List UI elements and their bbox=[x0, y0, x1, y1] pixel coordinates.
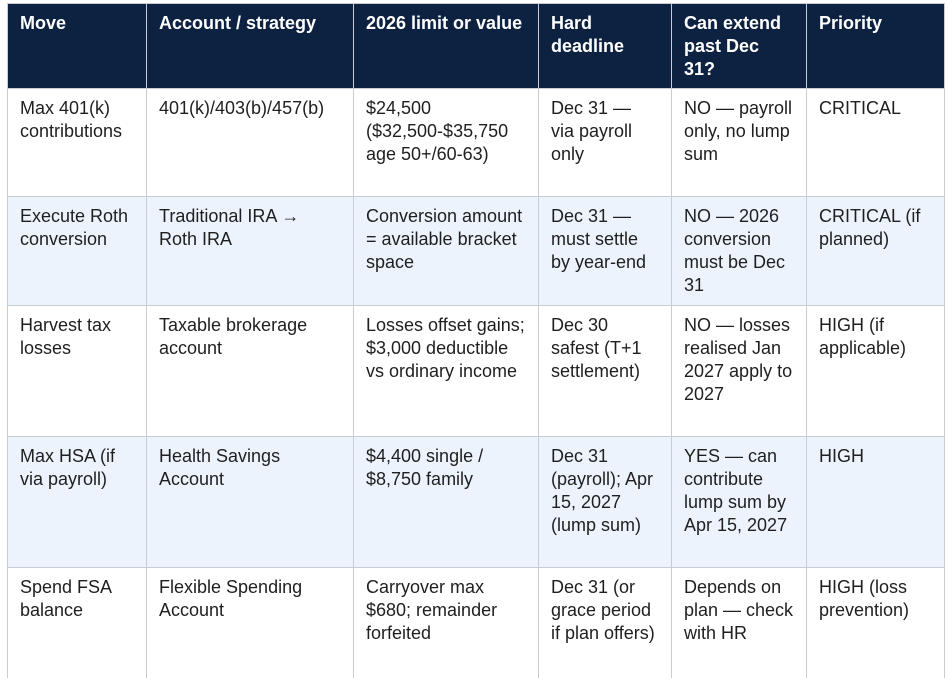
header-account-strategy: Account / strategy bbox=[147, 4, 354, 89]
cell-extend: NO — 2026 conversion must be Dec 31 bbox=[672, 197, 807, 306]
cell-move: Harvest tax losses bbox=[8, 306, 147, 437]
cell-deadline: Dec 31 — must settle by year-end bbox=[539, 197, 672, 306]
cell-extend: Depends on plan — check with HR bbox=[672, 568, 807, 678]
cell-deadline: Dec 30 safest (T+1 settlement) bbox=[539, 306, 672, 437]
cell-priority: CRITICAL bbox=[807, 89, 945, 197]
header-priority: Priority bbox=[807, 4, 945, 89]
header-move: Move bbox=[8, 4, 147, 89]
cell-deadline: Dec 31 — via payroll only bbox=[539, 89, 672, 197]
cell-account: Taxable brokerage account bbox=[147, 306, 354, 437]
table-row bbox=[8, 197, 945, 306]
cell-limit: Conversion amount = available bracket space bbox=[354, 197, 539, 306]
cell-account: Flexible Spending Account bbox=[147, 568, 354, 678]
cell-move: Max HSA (if via payroll) bbox=[8, 437, 147, 568]
table-row bbox=[8, 568, 945, 678]
cell-extend: YES — can contribute lump sum by Apr 15, 2027 bbox=[672, 437, 807, 568]
cell-account: Traditional IRA → Roth IRA bbox=[147, 197, 354, 306]
cell-move: Max 401(k) contributions bbox=[8, 89, 147, 197]
cell-priority: HIGH (loss prevention) bbox=[807, 568, 945, 678]
header-limit-or-value: 2026 limit or value bbox=[354, 4, 539, 89]
table-row bbox=[8, 306, 945, 437]
cell-limit: $24,500 ($32,500-$35,750 age 50+/60-63) bbox=[354, 89, 539, 197]
table-header-row bbox=[8, 4, 945, 89]
cell-deadline: Dec 31 (payroll); Apr 15, 2027 (lump sum) bbox=[539, 437, 672, 568]
cell-deadline: Dec 31 (or grace period if plan offers) bbox=[539, 568, 672, 678]
cell-move: Spend FSA balance bbox=[8, 568, 147, 678]
cell-extend: NO — payroll only, no lump sum bbox=[672, 89, 807, 197]
year-end-moves-table bbox=[7, 3, 945, 678]
table-row bbox=[8, 437, 945, 568]
cell-extend: NO — losses realised Jan 2027 apply to 2027 bbox=[672, 306, 807, 437]
cell-account: Health Savings Account bbox=[147, 437, 354, 568]
cell-account: 401(k)/403(b)/457(b) bbox=[147, 89, 354, 197]
cell-priority: HIGH bbox=[807, 437, 945, 568]
cell-move: Execute Roth conversion bbox=[8, 197, 147, 306]
table-row bbox=[8, 89, 945, 197]
header-hard-deadline: Hard deadline bbox=[539, 4, 672, 89]
cell-limit: $4,400 single / $8,750 family bbox=[354, 437, 539, 568]
cell-priority: HIGH (if applicable) bbox=[807, 306, 945, 437]
header-can-extend: Can extend past Dec 31? bbox=[672, 4, 807, 89]
cell-limit: Carryover max $680; remainder forfeited bbox=[354, 568, 539, 678]
cell-priority: CRITICAL (if planned) bbox=[807, 197, 945, 306]
cell-limit: Losses offset gains; $3,000 deductible vs ordinary income bbox=[354, 306, 539, 437]
